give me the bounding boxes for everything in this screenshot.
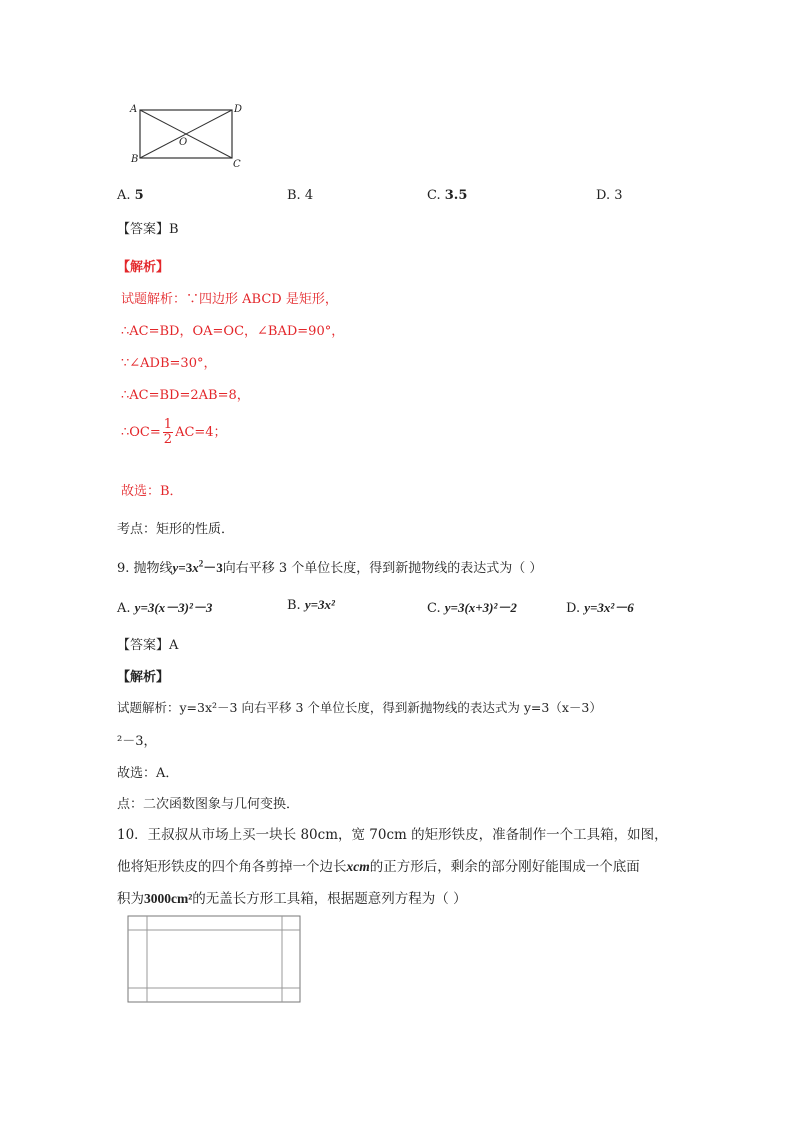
option-letter: C. xyxy=(427,601,441,616)
q9-answer: 【答案】A xyxy=(117,638,179,653)
q8-oc-line xyxy=(121,418,227,447)
q10-line-2 xyxy=(117,855,640,875)
q9-stem-prefix: 9. 抛物线 xyxy=(117,561,173,576)
q8-answer: 【答案】B xyxy=(117,222,179,237)
oc-suffix: AC=4； xyxy=(175,425,227,440)
q10-area-value: 3000cm² xyxy=(144,891,193,906)
q9-conclusion: 故选：A． xyxy=(117,766,179,781)
option-letter: A. xyxy=(117,188,131,203)
q8-analysis-title: 【解析】 xyxy=(117,260,170,275)
q10-line2-prefix: 他将矩形铁皮的四个角各剪掉一个边长 xyxy=(117,859,347,875)
vertex-label-b: B xyxy=(131,154,139,165)
q10-line2-suffix: 的正方形后，剩余的部分刚好能围成一个底面 xyxy=(369,859,640,875)
option-letter: D. xyxy=(596,188,611,203)
option-letter: C. xyxy=(427,188,441,203)
q9-option-b[interactable] xyxy=(287,597,335,613)
vertex-label-c: C xyxy=(233,159,241,170)
option-expression: y=3(x+3)²－2 xyxy=(444,600,517,615)
q10-line3-prefix: 积为 xyxy=(117,891,144,907)
option-expression: y=3x²－6 xyxy=(584,600,634,615)
q8-option-d[interactable] xyxy=(596,188,623,203)
q8-conclusion: 故选：B． xyxy=(121,484,183,499)
option-expression: y=3x² xyxy=(304,597,335,612)
fraction-numerator: 1 xyxy=(163,417,173,432)
q10-line-1: 10．王叔叔从市场上买一块长 80cm，宽 70cm 的矩形铁皮，准备制作一个工具箱，如图， xyxy=(117,827,668,843)
q10-line-3 xyxy=(117,887,467,907)
option-value: 3 xyxy=(614,188,623,203)
q9-analysis-line-2: ²－3， xyxy=(117,734,157,749)
q9-analysis-line-1: 试题解析：y=3x²－3 向右平移 3 个单位长度，得到新抛物线的表达式为 y=3（x－3） xyxy=(117,700,602,715)
option-value: 5 xyxy=(134,188,144,203)
q9-option-d[interactable] xyxy=(566,597,634,616)
vertex-label-d: D xyxy=(234,104,243,115)
q8-analysis-line-2: ∴AC=BD，OA=OC，∠BAD=90°， xyxy=(121,324,345,339)
q9-stem-math: $y=3x^2-3$ xyxy=(172,558,223,575)
fraction-denominator: 2 xyxy=(163,432,173,447)
sheet-figure xyxy=(126,913,304,1005)
q9-stem xyxy=(117,557,542,576)
q10-variable: xcm xyxy=(346,859,370,874)
q9-stem-suffix: 向右平移 3 个单位长度，得到新抛物线的表达式为（ ） xyxy=(222,561,543,576)
option-value: 4 xyxy=(304,188,314,203)
q9-dian: 点：二次函数图象与几何变换． xyxy=(117,797,300,812)
q8-kaodian: 考点：矩形的性质． xyxy=(117,522,235,537)
q8-analysis-line-1: 试题解析：∵四边形 ABCD 是矩形， xyxy=(121,292,338,307)
option-value: 3.5 xyxy=(444,188,468,203)
q9-analysis-title: 【解析】 xyxy=(117,670,170,685)
option-expression: y=3(x－3)²－3 xyxy=(134,600,213,615)
rectangle-figure xyxy=(126,100,246,172)
q10-line3-suffix: 的无盖长方形工具箱，根据题意列方程为（ ） xyxy=(192,891,467,907)
option-letter: B. xyxy=(287,598,301,613)
q8-option-c[interactable] xyxy=(427,188,467,203)
oc-prefix: ∴OC= xyxy=(121,425,161,440)
q9-option-c[interactable] xyxy=(427,597,517,616)
q8-analysis-line-4: ∴AC=BD=2AB=8， xyxy=(121,388,250,403)
q9-option-a[interactable] xyxy=(117,597,212,616)
q8-option-b[interactable] xyxy=(287,188,313,203)
option-letter: A. xyxy=(117,601,131,616)
q8-analysis-line-3: ∵∠ADB=30°， xyxy=(121,356,217,371)
option-letter: B. xyxy=(287,188,301,203)
option-letter: D. xyxy=(566,601,581,616)
fraction-one-half xyxy=(163,418,173,447)
q8-option-a[interactable] xyxy=(117,188,144,203)
center-label-o: O xyxy=(179,137,188,148)
vertex-label-a: A xyxy=(130,104,138,115)
